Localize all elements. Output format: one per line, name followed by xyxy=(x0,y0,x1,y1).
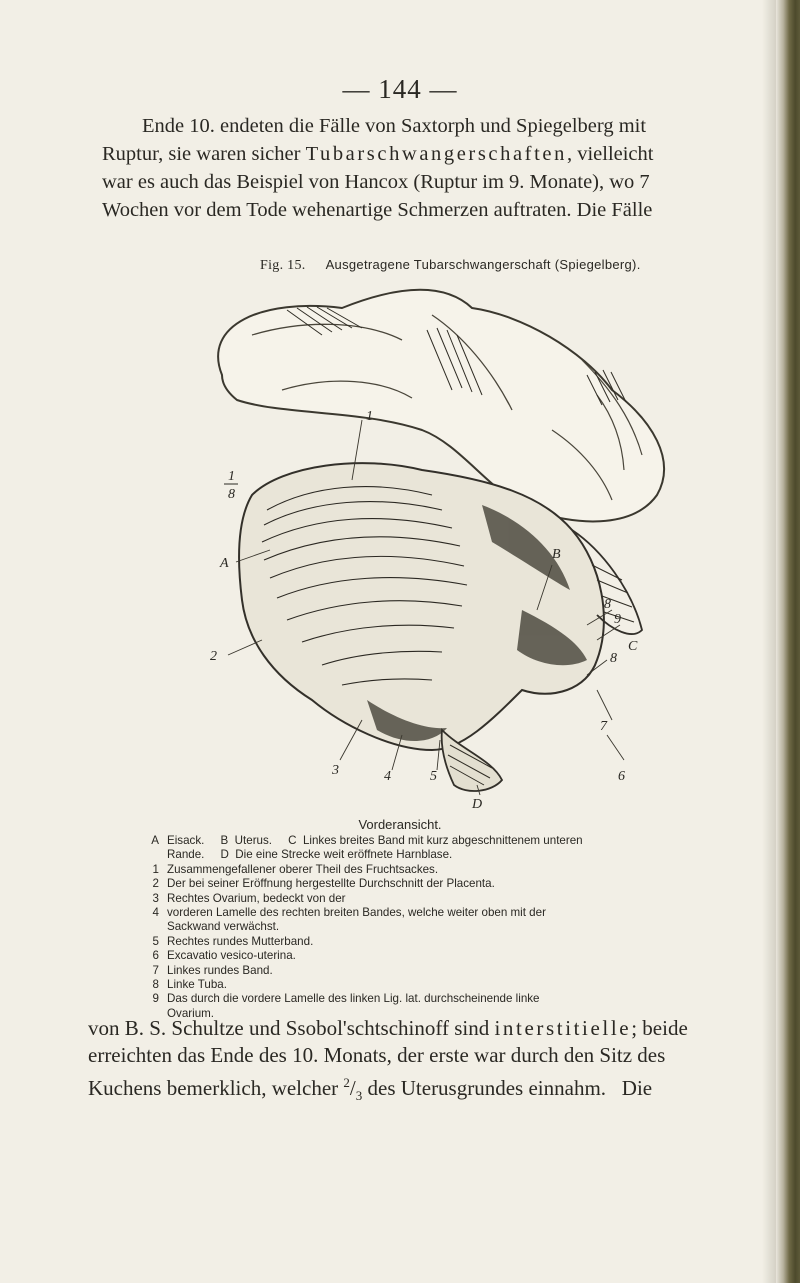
label-d: D xyxy=(472,797,483,810)
bottom-line-1 xyxy=(88,1015,756,1042)
label-8-lower: 8 xyxy=(610,651,617,666)
top-paragraph xyxy=(102,112,762,224)
figure-caption xyxy=(260,257,641,274)
legend-text: Excavatio vesico-uterina. xyxy=(167,949,296,963)
legend-row xyxy=(138,935,738,949)
legend-row xyxy=(138,834,738,848)
anatomical-illustration xyxy=(192,280,692,810)
spaced-term-interstitielle: interstitielle xyxy=(494,1016,632,1040)
bottom-line-3 xyxy=(88,1069,756,1109)
bottom-line-2: erreichten das Ende des 10. Monats, der erste war durch den Sitz des xyxy=(88,1043,666,1067)
top-line-2-end: , vielleicht xyxy=(566,143,654,165)
bottom-line-3-end: des Uterusgrundes einnahm. Die xyxy=(362,1076,653,1100)
fraction-numerator: 2 xyxy=(343,1075,350,1090)
legend-row xyxy=(138,863,738,877)
legend-text: vorderen Lamelle des rechten breiten Bandes, welche weiter oben mit der xyxy=(167,906,546,920)
fraction-denominator: 3 xyxy=(355,1088,363,1104)
legend-row xyxy=(138,877,738,891)
legend-row xyxy=(138,992,738,1006)
legend-key: 9 xyxy=(152,992,159,1006)
legend-row xyxy=(138,920,738,934)
top-line-4: Wochen vor dem Tode wehenartige Schmerzen auftraten. Die Fälle xyxy=(102,199,653,221)
label-b: B xyxy=(552,547,561,562)
figure-number: Fig. 15. xyxy=(260,258,306,273)
bottom-line-3-start: Kuchens bemerklich, welcher xyxy=(88,1076,344,1100)
label-a: A xyxy=(220,556,229,571)
label-1-upper: 1 xyxy=(228,469,235,484)
top-line-3: war es auch das Beispiel von Hancox (Ruptur im 9. Monate), wo 7 xyxy=(102,171,650,193)
legend-key: 1 xyxy=(152,862,159,876)
legend-text: Sackwand verwächst. xyxy=(167,920,280,934)
label-8-right: 8 xyxy=(604,597,611,612)
legend-key xyxy=(138,920,167,934)
view-title: Vorderansicht. xyxy=(358,817,442,832)
legend-key: 5 xyxy=(152,934,159,948)
figure-caption-text: Ausgetragene Tubarschwangerschaft (Spiegelberg). xyxy=(325,257,641,272)
label-c: C xyxy=(628,639,638,654)
label-6: 6 xyxy=(618,769,625,784)
label-2: 2 xyxy=(210,649,217,664)
bladder-outline xyxy=(442,730,502,791)
legend-key: 7 xyxy=(152,963,159,977)
legend-text: Eisack. B Uterus. C Linkes breites Band mit kurz abgeschnittenem unteren xyxy=(167,834,583,847)
bottom-paragraph xyxy=(88,1015,756,1109)
top-line-2-start: Ruptur, sie waren sicher xyxy=(102,143,306,165)
spaced-term-tubar: Tubarschwangerschaften xyxy=(305,143,567,165)
legend-row xyxy=(138,906,738,920)
legend-text: Linke Tuba. xyxy=(167,978,227,992)
fraction-separator: / xyxy=(349,1076,356,1100)
legend-text: Rechtes rundes Mutterband. xyxy=(167,934,314,948)
page-number: — 144 — xyxy=(342,74,458,104)
legend-text: Ovarium. xyxy=(167,1006,215,1020)
bottom-line-1-start: von B. S. Schultze und Ssobol'schtschinoff sind xyxy=(88,1016,495,1040)
top-line-1: Ende 10. endeten die Fälle von Saxtorph und Spiegelberg mit xyxy=(142,115,647,137)
legend-text: Linkes rundes Band. xyxy=(167,963,273,977)
legend-row xyxy=(138,892,738,906)
legend-key: 3 xyxy=(152,891,159,905)
legend-text: Zusammengefallener oberer Theil des Fruchtsackes. xyxy=(167,862,439,876)
label-8-upper: 8 xyxy=(228,487,235,502)
legend-row xyxy=(138,978,738,992)
label-1-mid: 1 xyxy=(366,409,373,424)
label-9: 9 xyxy=(614,612,621,627)
legend-text: Rechtes Ovarium, bedeckt von der xyxy=(167,891,346,905)
legend-row xyxy=(138,848,738,862)
top-line-2 xyxy=(102,140,762,168)
label-3: 3 xyxy=(332,763,339,778)
legend-key: A xyxy=(151,834,159,847)
legend-key: 4 xyxy=(152,906,159,920)
legend-text: Rande. D Die eine Strecke weit eröffnete Harnblase. xyxy=(167,848,453,862)
legend-key: 6 xyxy=(152,949,159,963)
label-4: 4 xyxy=(384,769,391,784)
page-edge-shadow xyxy=(762,0,776,1283)
page-edge xyxy=(776,0,800,1283)
bottom-line-1-end: ; beide xyxy=(631,1016,688,1040)
legend-row xyxy=(138,949,738,963)
legend-text: Der bei seiner Eröffnung hergestellte Durchschnitt der Placenta. xyxy=(167,877,495,891)
legend-row xyxy=(138,964,738,978)
label-7: 7 xyxy=(600,719,607,734)
legend-key: 8 xyxy=(152,978,159,992)
legend-key: 2 xyxy=(152,877,159,891)
figure-legend xyxy=(138,834,738,1021)
label-5: 5 xyxy=(430,769,437,784)
legend-text: Das durch die vordere Lamelle des linken Lig. lat. durchscheinende linke xyxy=(167,992,540,1006)
